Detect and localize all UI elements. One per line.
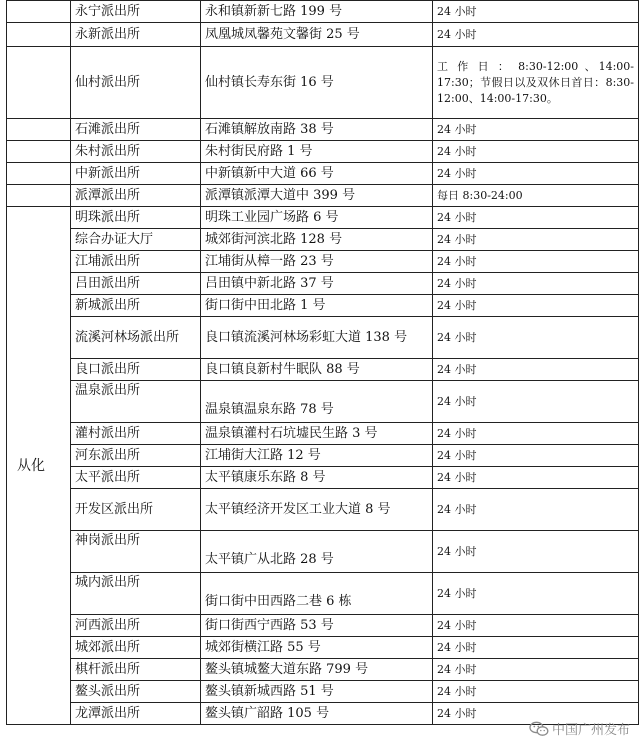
- station-address: 街口街西宁西路 53 号: [201, 615, 433, 637]
- station-name: 城内派出所: [71, 573, 201, 615]
- station-name: 神岗派出所: [71, 531, 201, 573]
- station-address: 鳌头镇广韶路 105 号: [201, 703, 433, 725]
- station-hours: 24 小时: [433, 295, 639, 317]
- station-name: 棋杆派出所: [71, 659, 201, 681]
- station-address: 吕田镇中新北路 37 号: [201, 273, 433, 295]
- table-row: [7, 163, 639, 185]
- station-address: 城郊街横江路 55 号: [201, 637, 433, 659]
- station-address: 良口镇流溪河林场彩虹大道 138 号: [201, 317, 433, 359]
- station-hours: 24 小时: [433, 489, 639, 531]
- station-hours: 24 小时: [433, 637, 639, 659]
- station-hours: 24 小时: [433, 445, 639, 467]
- station-name: 中新派出所: [71, 163, 201, 185]
- station-hours: 24 小时: [433, 229, 639, 251]
- table-row: [7, 489, 639, 531]
- region-cell: 从化: [7, 207, 71, 725]
- police-station-table: [6, 0, 639, 725]
- station-address: 街口街中田北路 1 号: [201, 295, 433, 317]
- table-row: [7, 1, 639, 23]
- station-address: 太平镇康乐东路 8 号: [201, 467, 433, 489]
- station-hours: 24 小时: [433, 659, 639, 681]
- station-name: 开发区派出所: [71, 489, 201, 531]
- station-hours: 24 小时: [433, 273, 639, 295]
- station-name: 河东派出所: [71, 445, 201, 467]
- table-row: [7, 573, 639, 615]
- station-address: 仙村镇长寿东街 16 号: [201, 47, 433, 119]
- station-address: 良口镇良新村牛眠队 88 号: [201, 359, 433, 381]
- station-name: 流溪河林场派出所: [71, 317, 201, 359]
- station-hours: 24 小时: [433, 251, 639, 273]
- station-hours: 24 小时: [433, 703, 639, 725]
- table-row: [7, 207, 639, 229]
- table-row: [7, 23, 639, 47]
- table-row: [7, 531, 639, 573]
- region-cell-blank: [7, 163, 71, 185]
- station-address: 中新镇新中大道 66 号: [201, 163, 433, 185]
- station-hours: 24 小时: [433, 207, 639, 229]
- table-row: [7, 681, 639, 703]
- station-address: 鳌头镇城鳌大道东路 799 号: [201, 659, 433, 681]
- station-hours: 24 小时: [433, 359, 639, 381]
- table-row: [7, 445, 639, 467]
- station-address: 太平镇广从北路 28 号: [201, 531, 433, 573]
- station-name: 鳌头派出所: [71, 681, 201, 703]
- table-row: [7, 185, 639, 207]
- station-address: 太平镇经济开发区工业大道 8 号: [201, 489, 433, 531]
- station-hours: 24 小时: [433, 317, 639, 359]
- station-address: 明珠工业园广场路 6 号: [201, 207, 433, 229]
- station-address: 鳌头镇新城西路 51 号: [201, 681, 433, 703]
- station-name: 江埔派出所: [71, 251, 201, 273]
- station-address: 朱村街民府路 1 号: [201, 141, 433, 163]
- station-hours: 24 小时: [433, 423, 639, 445]
- station-hours: 工 作 日 ： 8:30-12:00 、14:00-17:30；节假日以及双休日首日：8:30-12:00、14:00-17:30。: [433, 47, 639, 119]
- table-row: [7, 229, 639, 251]
- region-cell-blank: [7, 141, 71, 163]
- station-hours: 24 小时: [433, 1, 639, 23]
- station-hours: 每日 8:30-24:00: [433, 185, 639, 207]
- station-name: 仙村派出所: [71, 47, 201, 119]
- station-name: 城郊派出所: [71, 637, 201, 659]
- table-row: [7, 295, 639, 317]
- station-name: 永宁派出所: [71, 1, 201, 23]
- station-name: 灌村派出所: [71, 423, 201, 445]
- table-row: [7, 615, 639, 637]
- region-cell-blank: [7, 119, 71, 141]
- station-hours: 24 小时: [433, 615, 639, 637]
- station-name: 新城派出所: [71, 295, 201, 317]
- station-name: 温泉派出所: [71, 381, 201, 423]
- table-row: [7, 273, 639, 295]
- wechat-icon: [529, 721, 549, 737]
- station-name: 龙潭派出所: [71, 703, 201, 725]
- station-hours: 24 小时: [433, 163, 639, 185]
- table-row: [7, 317, 639, 359]
- table-row: [7, 251, 639, 273]
- region-cell-blank: [7, 23, 71, 47]
- station-address: 石滩镇解放南路 38 号: [201, 119, 433, 141]
- station-name: 吕田派出所: [71, 273, 201, 295]
- region-cell-blank: [7, 47, 71, 119]
- table-row: [7, 637, 639, 659]
- station-name: 朱村派出所: [71, 141, 201, 163]
- station-name: 明珠派出所: [71, 207, 201, 229]
- station-name: 综合办证大厅: [71, 229, 201, 251]
- station-name: 河西派出所: [71, 615, 201, 637]
- station-name: 石滩派出所: [71, 119, 201, 141]
- station-hours: 24 小时: [433, 681, 639, 703]
- table-row: [7, 119, 639, 141]
- watermark-text: 中国广州发布: [551, 723, 630, 738]
- watermark: [529, 719, 630, 738]
- table-row: [7, 423, 639, 445]
- table-row: [7, 359, 639, 381]
- table-row: [7, 47, 639, 119]
- station-address: 江埔街大江路 12 号: [201, 445, 433, 467]
- station-name: 派潭派出所: [71, 185, 201, 207]
- station-hours: 24 小时: [433, 531, 639, 573]
- station-hours: 24 小时: [433, 573, 639, 615]
- station-hours: 24 小时: [433, 23, 639, 47]
- station-address: 永和镇新新七路 199 号: [201, 1, 433, 23]
- region-cell-blank: [7, 185, 71, 207]
- station-name: 永新派出所: [71, 23, 201, 47]
- station-hours: 24 小时: [433, 119, 639, 141]
- station-address: 城郊街河滨北路 128 号: [201, 229, 433, 251]
- station-address: 江埔街从樟一路 23 号: [201, 251, 433, 273]
- station-hours: 24 小时: [433, 381, 639, 423]
- table-row: [7, 467, 639, 489]
- station-address: 温泉镇温泉东路 78 号: [201, 381, 433, 423]
- station-hours: 24 小时: [433, 467, 639, 489]
- station-address: 派潭镇派潭大道中 399 号: [201, 185, 433, 207]
- station-name: 太平派出所: [71, 467, 201, 489]
- station-address: 温泉镇灌村石坑墟民生路 3 号: [201, 423, 433, 445]
- station-hours: 24 小时: [433, 141, 639, 163]
- station-address: 街口街中田西路二巷 6 栋: [201, 573, 433, 615]
- region-cell-blank: [7, 1, 71, 23]
- table-row: [7, 381, 639, 423]
- station-address: 凤凰城凤馨苑文馨街 25 号: [201, 23, 433, 47]
- station-name: 良口派出所: [71, 359, 201, 381]
- table-row: [7, 141, 639, 163]
- table-row: [7, 659, 639, 681]
